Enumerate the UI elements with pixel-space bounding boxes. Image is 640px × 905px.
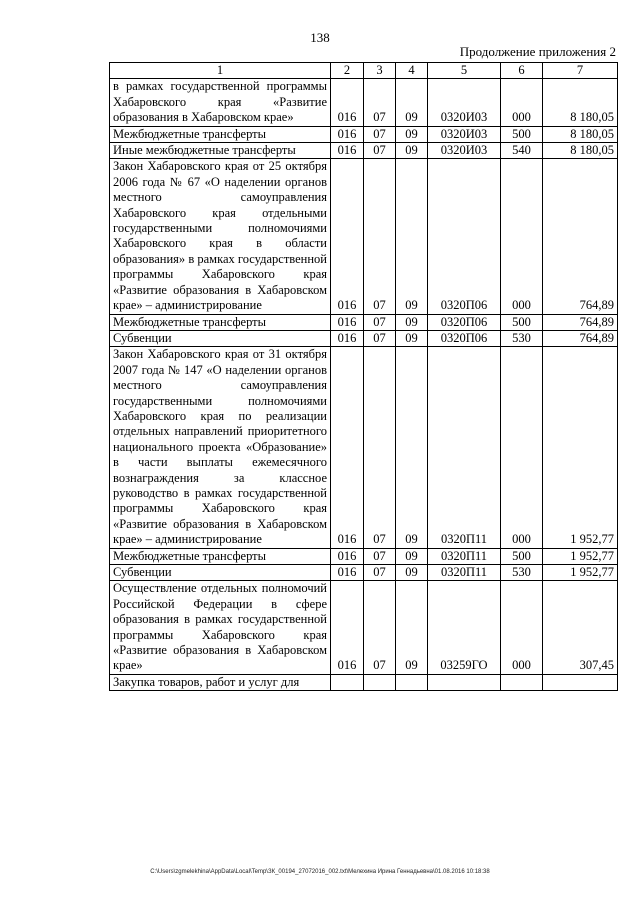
header-cell: 6 [501, 63, 543, 79]
header-cell: 1 [110, 63, 331, 79]
row-description: в рамках государственной программы Хабаровского края «Развитие образования в Хабаровском крае» [110, 79, 331, 126]
row-expense-type [501, 674, 543, 690]
row-description: Межбюджетные трансферты [110, 548, 331, 564]
row-section: 07 [364, 143, 396, 159]
header-cell: 4 [396, 63, 428, 79]
table-row [110, 314, 618, 330]
row-description: Субвенции [110, 330, 331, 346]
row-grbs: 016 [331, 314, 364, 330]
table-row [110, 548, 618, 564]
row-grbs: 016 [331, 159, 364, 314]
row-section [364, 674, 396, 690]
row-expense-type: 000 [501, 581, 543, 674]
row-grbs: 016 [331, 565, 364, 581]
row-expense-type: 500 [501, 548, 543, 564]
row-target-article [428, 674, 501, 690]
table-row [110, 126, 618, 142]
row-subsection [396, 674, 428, 690]
continuation-label: Продолжение приложения 2 [459, 44, 616, 59]
row-grbs: 016 [331, 79, 364, 126]
row-subsection: 09 [396, 330, 428, 346]
file-path-footer: C:\Users\zgmelekhina\AppData\Local\Temp\ЗК_00194_27072016_002.txt\Мелехина Ирина Геннадьевна\01.08.2016 10:18:38 [150, 869, 490, 875]
row-amount: 8 180,05 [543, 143, 618, 159]
row-grbs: 016 [331, 347, 364, 548]
row-target-article: 0320П06 [428, 159, 501, 314]
row-expense-type: 000 [501, 79, 543, 126]
row-expense-type: 500 [501, 314, 543, 330]
row-subsection: 09 [396, 581, 428, 674]
row-amount: 764,89 [543, 330, 618, 346]
row-target-article: 0320П11 [428, 347, 501, 548]
row-section: 07 [364, 126, 396, 142]
row-description: Закон Хабаровского края от 31 октября 2007 года № 147 «О наделении органов местного самоуправления государственными полномочиями Хабаровского края по реализации отдельных направлений приоритетного национального проекта «Образование» в части выплаты ежемесячного вознаграждения за классное руководство в рамках государственной программы Хабаровского края «Развитие образования в Хабаровском крае» – администрирование [110, 347, 331, 548]
table-row [110, 674, 618, 690]
row-target-article: 0320П11 [428, 565, 501, 581]
row-amount: 1 952,77 [543, 548, 618, 564]
row-expense-type: 000 [501, 159, 543, 314]
row-subsection: 09 [396, 548, 428, 564]
row-subsection: 09 [396, 79, 428, 126]
header-cell: 2 [331, 63, 364, 79]
table-row [110, 330, 618, 346]
row-expense-type: 000 [501, 347, 543, 548]
row-section: 07 [364, 79, 396, 126]
row-section: 07 [364, 565, 396, 581]
table-row [110, 347, 618, 548]
row-description: Закупка товаров, работ и услуг для [110, 674, 331, 690]
table-row [110, 143, 618, 159]
row-section: 07 [364, 330, 396, 346]
row-amount: 1 952,77 [543, 347, 618, 548]
row-section: 07 [364, 347, 396, 548]
row-amount: 8 180,05 [543, 126, 618, 142]
row-section: 07 [364, 314, 396, 330]
header-cell: 3 [364, 63, 396, 79]
row-grbs: 016 [331, 581, 364, 674]
row-grbs: 016 [331, 330, 364, 346]
row-target-article: 0320П11 [428, 548, 501, 564]
row-subsection: 09 [396, 126, 428, 142]
row-amount: 8 180,05 [543, 79, 618, 126]
row-target-article: 0320И03 [428, 143, 501, 159]
row-expense-type: 500 [501, 126, 543, 142]
row-description: Иные межбюджетные трансферты [110, 143, 331, 159]
row-grbs: 016 [331, 126, 364, 142]
row-subsection: 09 [396, 314, 428, 330]
row-section: 07 [364, 159, 396, 314]
table-row [110, 565, 618, 581]
row-section: 07 [364, 581, 396, 674]
row-expense-type: 530 [501, 330, 543, 346]
row-subsection: 09 [396, 347, 428, 548]
table-body [110, 79, 618, 691]
row-description: Межбюджетные трансферты [110, 126, 331, 142]
row-amount: 764,89 [543, 159, 618, 314]
row-target-article: 0320И03 [428, 79, 501, 126]
page-number: 138 [310, 30, 330, 45]
row-section: 07 [364, 548, 396, 564]
row-grbs: 016 [331, 143, 364, 159]
row-target-article: 0320П06 [428, 330, 501, 346]
header-cell: 5 [428, 63, 501, 79]
row-subsection: 09 [396, 143, 428, 159]
row-subsection: 09 [396, 565, 428, 581]
row-description: Межбюджетные трансферты [110, 314, 331, 330]
row-amount: 1 952,77 [543, 565, 618, 581]
row-expense-type: 530 [501, 565, 543, 581]
row-target-article: 0320П06 [428, 314, 501, 330]
row-target-article: 0320И03 [428, 126, 501, 142]
row-grbs: 016 [331, 548, 364, 564]
row-subsection: 09 [396, 159, 428, 314]
table-row [110, 79, 618, 126]
row-amount [543, 674, 618, 690]
table-row [110, 581, 618, 674]
row-expense-type: 540 [501, 143, 543, 159]
budget-table [109, 62, 618, 691]
row-target-article: 03259ГО [428, 581, 501, 674]
row-grbs [331, 674, 364, 690]
row-amount: 764,89 [543, 314, 618, 330]
row-description: Осуществление отдельных полномочий Российской Федерации в сфере образования в рамках государственной программы Хабаровского края «Развитие образования в Хабаровском крае» [110, 581, 331, 674]
row-amount: 307,45 [543, 581, 618, 674]
header-cell: 7 [543, 63, 618, 79]
row-description: Субвенции [110, 565, 331, 581]
table-row [110, 159, 618, 314]
row-description: Закон Хабаровского края от 25 октября 2006 года № 67 «О наделении органов местного самоуправления Хабаровского края отдельными государственными полномочиями Хабаровского края в области образования» в рамках государственной программы Хабаровского края «Развитие образования в Хабаровском крае» – администрирование [110, 159, 331, 314]
header-row [110, 63, 618, 79]
